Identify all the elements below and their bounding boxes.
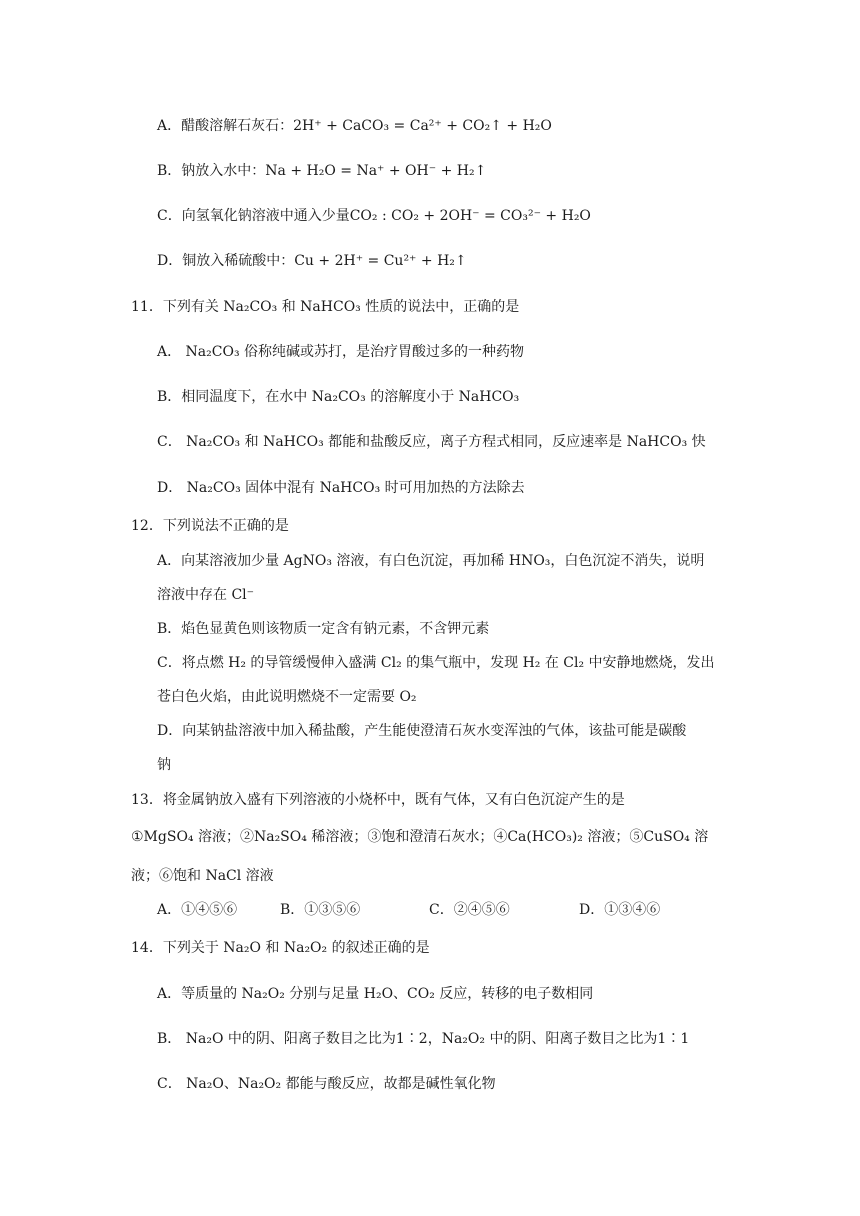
q10-option-c: C．向氢氧化钠溶液中通入少量CO₂ : CO₂ + 2OH⁻ = CO₃²⁻ + H₂O — [157, 208, 591, 224]
q11-option-d: D． Na₂CO₃ 固体中混有 NaHCO₃ 时可用加热的方法除去 — [157, 480, 525, 496]
q13-option-d: D．①③④⑥ — [579, 902, 661, 918]
q12-option-b: B．焰色显黄色则该物质一定含有钠元素，不含钾元素 — [157, 621, 490, 637]
q12-option-a-1: A．向某溶液加少量 AgNO₃ 溶液，有白色沉淀，再加稀 HNO₃，白色沉淀不消失，说明 — [157, 553, 705, 569]
q13-options-row — [0, 900, 860, 920]
q14-option-a: A．等质量的 Na₂O₂ 分别与足量 H₂O、CO₂ 反应，转移的电子数相同 — [157, 986, 594, 1002]
q12-option-c-1: C．将点燃 H₂ 的导管缓慢伸入盛满 Cl₂ 的集气瓶中，发现 H₂ 在 Cl₂ 中安静地燃烧，发出 — [157, 655, 715, 671]
q12-option-d-1: D．向某钠盐溶液中加入稀盐酸，产生能使澄清石灰水变浑浊的气体，该盐可能是碳酸 — [157, 723, 687, 739]
q12-option-c-2: 苍白色火焰，由此说明燃烧不一定需要 O₂ — [157, 689, 417, 705]
q13-solution-list: ①MgSO₄ 溶液；②Na₂SO₄ 稀溶液；③饱和澄清石灰水；④Ca(HCO₃)₂ 溶液；⑤CuSO₄ 溶 — [131, 829, 709, 845]
q10-option-d: D．铜放入稀硫酸中：Cu + 2H⁺ = Cu²⁺ + H₂↑ — [157, 253, 467, 269]
q13-option-a: A．①④⑤⑥ — [157, 902, 238, 918]
q13-solution-list-cont: 液；⑥饱和 NaCl 溶液 — [131, 868, 274, 884]
q10-option-b: B．钠放入水中：Na + H₂O = Na⁺ + OH⁻ + H₂↑ — [157, 163, 487, 179]
q13-stem: 13．将金属钠放入盛有下列溶液的小烧杯中，既有气体，又有白色沉淀产生的是 — [131, 792, 625, 808]
q11-option-c: C． Na₂CO₃ 和 NaHCO₃ 都能和盐酸反应，离子方程式相同，反应速率是 NaHCO₃ 快 — [157, 434, 706, 450]
q14-option-b: B． Na₂O 中的阴、阳离子数目之比为1∶2，Na₂O₂ 中的阴、阳离子数目之比为1∶1 — [157, 1031, 690, 1047]
q12-option-a-2: 溶液中存在 Cl⁻ — [157, 587, 255, 603]
q13-option-c: C．②④⑤⑥ — [429, 902, 510, 918]
q14-option-c: C． Na₂O、Na₂O₂ 都能与酸反应，故都是碱性氧化物 — [157, 1076, 496, 1092]
q11-option-a: A． Na₂CO₃ 俗称纯碱或苏打，是治疗胃酸过多的一种药物 — [157, 344, 525, 360]
q13-option-b: B．①③⑤⑥ — [280, 902, 361, 918]
q12-stem: 12．下列说法不正确的是 — [131, 518, 289, 534]
q10-option-a: A．醋酸溶解石灰石：2H⁺ + CaCO₃ = Ca²⁺ + CO₂↑ + H₂O — [157, 118, 552, 134]
q14-stem: 14．下列关于 Na₂O 和 Na₂O₂ 的叙述正确的是 — [131, 940, 430, 956]
q12-option-d-2: 钠 — [157, 757, 171, 773]
q11-option-b: B．相同温度下，在水中 Na₂CO₃ 的溶解度小于 NaHCO₃ — [157, 389, 520, 405]
q11-stem: 11．下列有关 Na₂CO₃ 和 NaHCO₃ 性质的说法中，正确的是 — [131, 299, 520, 315]
